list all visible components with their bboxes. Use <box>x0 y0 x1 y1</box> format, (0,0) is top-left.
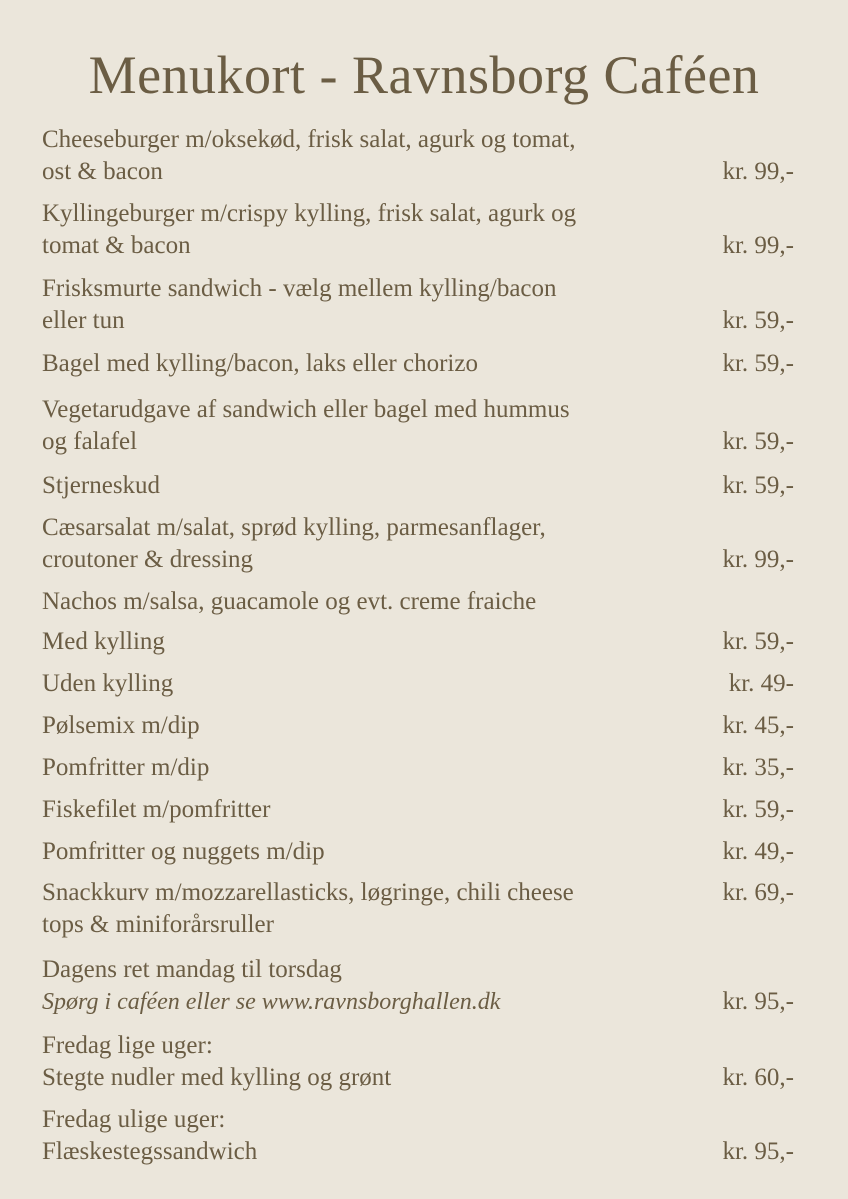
item-description: Pølsemix m/dip <box>42 712 200 739</box>
item-description: Cheeseburger m/oksekød, frisk salat, agurk og tomat, ost & bacon <box>42 126 576 185</box>
item-description: Vegetarudgave af sandwich eller bagel med hummus og falafel <box>42 396 570 455</box>
menu-item <box>42 668 794 700</box>
item-price: kr. 60,- <box>722 1064 794 1091</box>
item-price: kr. 49- <box>728 670 794 697</box>
item-price: kr. 35,- <box>722 754 794 781</box>
item-description: Uden kylling <box>42 670 174 697</box>
item-description: Stjerneskud <box>42 472 161 499</box>
item-price: kr. 99,- <box>722 546 794 573</box>
item-description: Cæsarsalat m/salat, sprød kylling, parmesanflager, croutoner & dressing <box>42 514 546 573</box>
item-price: kr. 69,- <box>722 879 794 906</box>
item-price: kr. 99,- <box>722 232 794 259</box>
menu-item <box>42 470 794 502</box>
item-description: Fiskefilet m/pomfritter <box>42 796 271 823</box>
menu-list <box>42 124 794 1168</box>
item-description: Fredag lige uger: Stegte nudler med kylling og grønt <box>42 1032 392 1091</box>
menu-item <box>42 794 794 826</box>
menu-item <box>42 1104 794 1168</box>
item-price: kr. 59,- <box>722 350 794 377</box>
item-description: Pomfritter m/dip <box>42 754 210 781</box>
menu-item <box>42 586 794 618</box>
item-description: Dagens ret mandag til torsdag <box>42 956 342 983</box>
item-note: Spørg i caféen eller se www.ravnsborghallen.dk <box>42 989 501 1015</box>
item-description: Pomfritter og nuggets m/dip <box>42 838 325 865</box>
item-price: kr. 59,- <box>722 428 794 455</box>
menu-item <box>42 710 794 742</box>
item-price: kr. 49,- <box>722 838 794 865</box>
menu-item <box>42 877 794 941</box>
item-price: kr. 45,- <box>722 712 794 739</box>
menu-title: Menukort - Ravnsborg Caféen <box>88 45 760 105</box>
item-price: kr. 59,- <box>722 307 794 334</box>
item-description: Fredag ulige uger: Flæskestegssandwich <box>42 1106 258 1165</box>
item-description: Snackkurv m/mozzarellasticks, løgringe, chili cheese tops & miniforårsruller <box>42 879 574 938</box>
item-price: kr. 59,- <box>722 796 794 823</box>
item-description: Frisksmurte sandwich - vælg mellem kylling/bacon eller tun <box>42 275 557 334</box>
menu-item <box>42 198 794 262</box>
item-price: kr. 95,- <box>722 988 794 1015</box>
menu-item <box>42 512 794 576</box>
item-description: Bagel med kylling/bacon, laks eller chorizo <box>42 350 478 377</box>
menu-item <box>42 124 794 188</box>
item-price: kr. 95,- <box>722 1138 794 1165</box>
menu-item <box>42 954 794 1018</box>
item-description: Kyllingeburger m/crispy kylling, frisk salat, agurk og tomat & bacon <box>42 200 577 259</box>
item-price: kr. 59,- <box>722 472 794 499</box>
item-description: Nachos m/salsa, guacamole og evt. creme fraiche <box>42 588 537 615</box>
menu-item <box>42 836 794 868</box>
menu-item <box>42 394 794 458</box>
item-price: kr. 99,- <box>722 158 794 185</box>
menu-item <box>42 752 794 784</box>
menu-item <box>42 348 794 380</box>
menu-item <box>42 1030 794 1094</box>
menu-item <box>42 626 794 658</box>
menu-item <box>42 273 794 337</box>
item-price: kr. 59,- <box>722 628 794 655</box>
item-description: Med kylling <box>42 628 165 655</box>
